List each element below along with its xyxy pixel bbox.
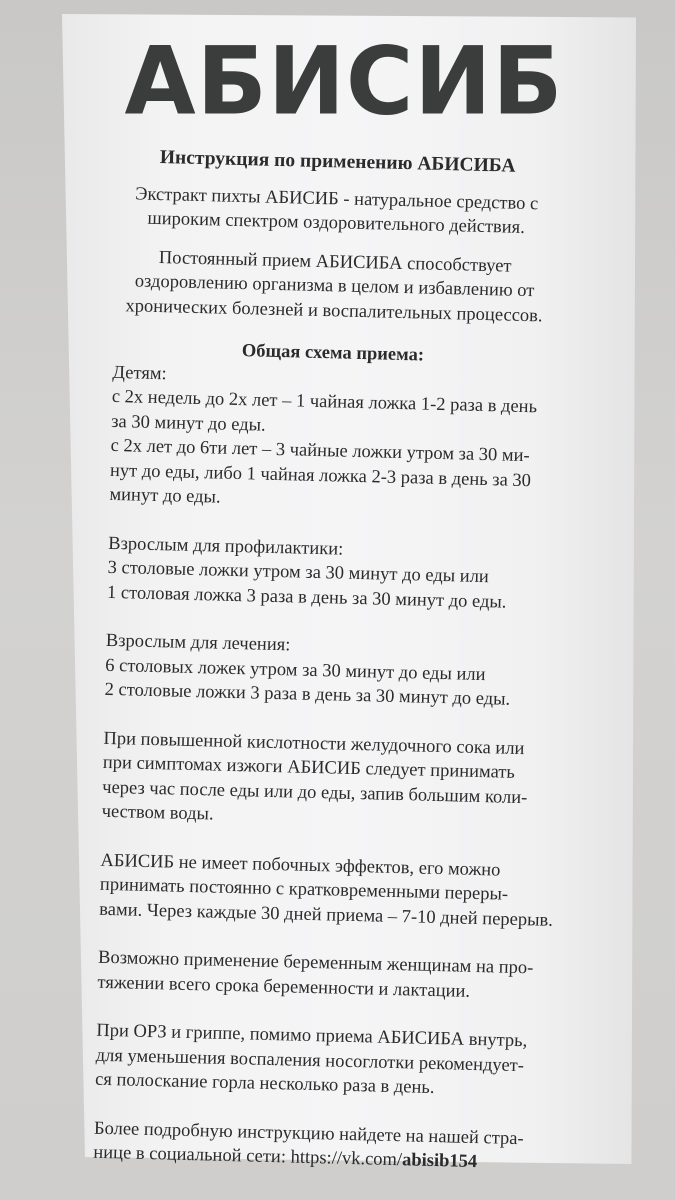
text-line: Взрослым для лечения:: [105, 630, 291, 656]
text-line: Более подробную инструкцию найдете на нашей стра-: [93, 1118, 524, 1149]
text-line: хронических болезней и воспалительных процессов.: [125, 295, 543, 326]
text-line: с 2х недель до 2х лет – 1 чайная ложка 1-2 раза в день: [111, 386, 538, 418]
text-line: 3 столовые ложки утром за 30 минут до еды или: [107, 557, 490, 588]
text-line: нут до еды, либо 1 чайная ложка 2-3 раза в день за 30: [109, 460, 532, 491]
text-line: принимать постоянно с кратковременными переры-: [99, 874, 509, 905]
text-line: Взрослым для профилактики:: [108, 533, 344, 560]
text-line: При ОРЗ и гриппе, помимо приема АБИСИБА внутрь,: [96, 1020, 528, 1052]
text-line: 6 столовых ложек утром за 30 минут до еды или: [105, 655, 486, 685]
text-line: ся полоскание горла несколько раза в день.: [94, 1069, 435, 1099]
text-line: для уменьшения воспаления носоглотки рекомендует-: [95, 1045, 525, 1076]
text-line: с 2х лет до 6ти лет – 3 чайные ложки утром за 30 ми-: [110, 435, 530, 467]
text-line: Экстракт пихты АБИСИБ - натуральное средство с: [135, 183, 539, 214]
scheme-heading: Общая схема приема:: [241, 341, 425, 366]
text-line: 1 столовая ложка 3 раза в день за 30 минут до еды.: [106, 582, 507, 613]
text-line: Возможно применение беременным женщинам на про-: [97, 947, 534, 979]
text-line: АБИСИБ не имеет побочных эффектов, его можно: [100, 850, 501, 881]
brand-logo: АБИСИБ: [124, 26, 564, 137]
text-line: вами. Через каждые 30 дней приема – 7-10 дней перерыв.: [99, 899, 554, 931]
text-line: При повышенной кислотности желудочного сока или: [103, 728, 525, 759]
pregnancy-note: [97, 946, 548, 1006]
acidity-note: [101, 726, 553, 835]
text-line: 2 столовые ложки 3 раза в день за 30 минут до еды.: [104, 679, 511, 710]
children-dosage: [109, 360, 562, 518]
text-line: за 30 минут до еды.: [111, 411, 266, 436]
adults-prevention-dosage: [107, 531, 559, 615]
text-line: через час после еды или до еды, запив большим коли-: [102, 777, 528, 808]
flu-note: [95, 1019, 547, 1103]
intro-paragraph-1: [116, 181, 557, 241]
intro-paragraph-2: [114, 244, 556, 328]
leaflet-title: Инструкция по применению АБИСИБА: [159, 147, 516, 177]
side-effects-note: [99, 848, 554, 932]
text-line: чеством воды.: [101, 801, 214, 825]
text-line: минут до еды.: [109, 484, 221, 508]
text-line: широким спектром оздоровительного действия.: [147, 208, 526, 238]
text-line: тяжении всего срока беременности и лактации.: [97, 972, 471, 1002]
adults-treatment-dosage: [104, 629, 556, 713]
more-info-prefix: нице в социальной сети: https://vk.com/: [93, 1142, 403, 1171]
text-line: при симптомах изжоги АБИСИБ следует принимать: [102, 752, 516, 783]
text-line: оздоровлению организма в целом и избавлению от: [134, 271, 535, 302]
more-info-note: [93, 1116, 544, 1176]
leaflet-text: [93, 145, 568, 1176]
text-line: Постоянный прием АБИСИБА способствует: [158, 247, 512, 277]
vk-link: abisib154: [401, 1150, 478, 1173]
text-line: Детям:: [112, 362, 167, 384]
